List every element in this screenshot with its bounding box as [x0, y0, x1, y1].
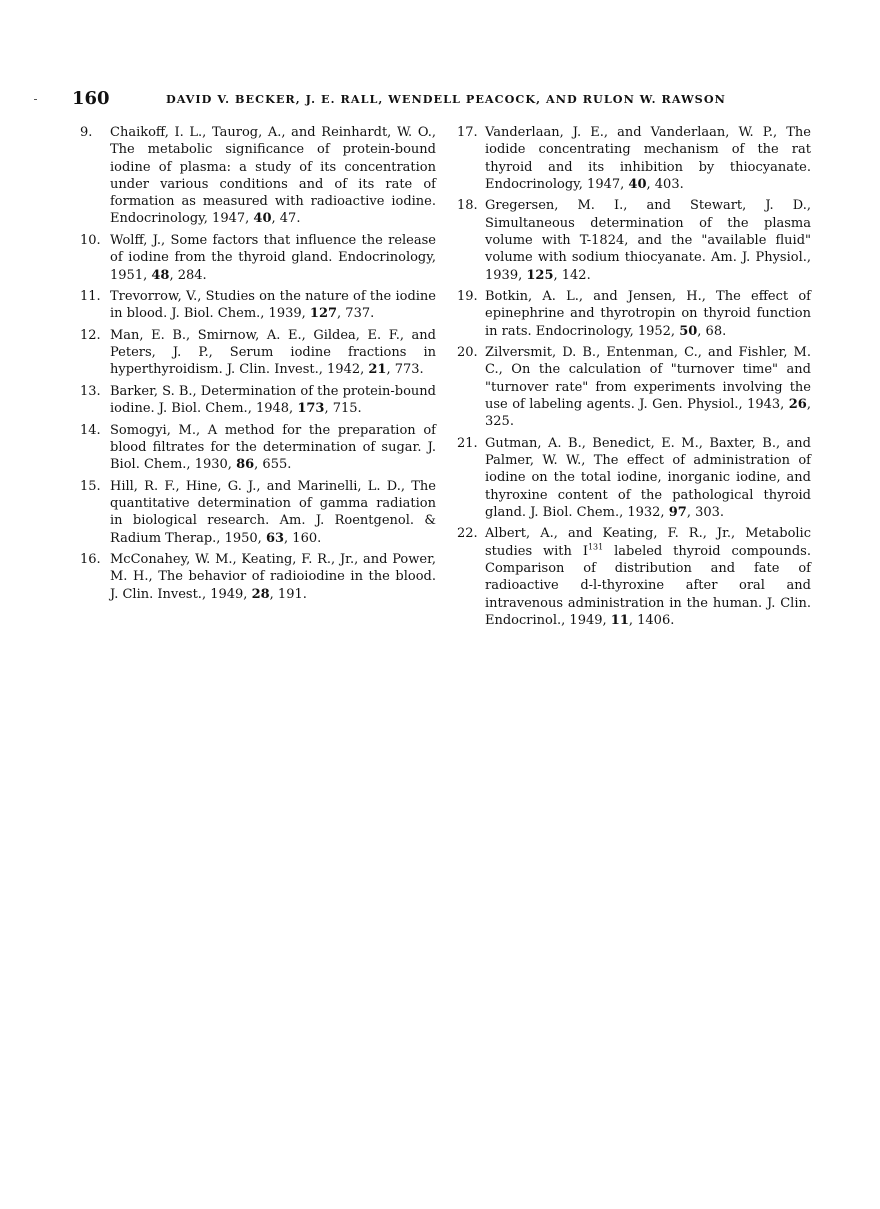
reference-text: Man, E. B., Smirnow, A. E., Gildea, E. F., and Peters, J. P., Serum iodine fractions in hyperthyroidism. J. Clin. Invest., 1942, [110, 327, 436, 378]
reference-item [455, 124, 811, 193]
page-number: 160 [72, 88, 110, 109]
reference-number: 19. [457, 289, 478, 305]
reference-item [80, 383, 436, 418]
reference-text: Somogyi, M., A method for the preparation of blood filtrates for the determination of sugar. J. Biol. Chem., 1930, [110, 422, 436, 473]
reference-pages: , 715. [324, 401, 362, 417]
reference-pages: , 47. [271, 211, 301, 227]
reference-pages: , 1406. [628, 612, 675, 628]
reference-item [455, 525, 811, 629]
reference-volume: 26 [788, 397, 807, 413]
reference-item [80, 478, 436, 547]
reference-pages: , 325. [485, 397, 811, 430]
reference-pages: , 303. [686, 504, 725, 520]
reference-volume: 40 [628, 176, 647, 192]
reference-number: 18. [457, 198, 478, 214]
running-head: DAVID V. BECKER, J. E. RALL, WENDELL PEACOCK, AND RULON W. RAWSON [166, 92, 726, 106]
reference-pages: , 773. [386, 362, 424, 378]
reference-number: 9. [80, 125, 93, 140]
reference-item [80, 124, 436, 228]
reference-item [80, 422, 436, 474]
reference-number: 17. [457, 125, 478, 140]
reference-text: McConahey, W. M., Keating, F. R., Jr., and Power, M. H., The behavior of radioiodine in the blood. J. Clin. Invest., 1949, [110, 552, 436, 602]
reference-item [80, 551, 436, 603]
reference-number: 22. [457, 526, 478, 542]
reference-volume: 86 [236, 457, 255, 473]
reference-text: Chaikoff, I. L., Taurog, A., and Reinhardt, W. O., The metabolic significance of protein-bound iodine of plasma: a study of its concentration under various conditions and of its rate of formation as measured with radioactive iodine. Endocrinology, 1947, [110, 125, 436, 227]
reference-column-left [80, 124, 436, 607]
reference-text: Vanderlaan, J. E., and Vanderlaan, W. P., The iodide concentrating mechanism of the rat thyroid and its inhibition by thiocyanate. Endocrinology, 1947, [485, 125, 811, 192]
reference-number: 13. [80, 383, 101, 399]
reference-text: Hill, R. F., Hine, G. J., and Marinelli, L. D., The quantitative determination of gamma radiation in biological research. Am. J. Roentgenol. & Radium Therap., 1950, [110, 478, 436, 546]
reference-text: Gregersen, M. I., and Stewart, J. D., Simultaneous determination of the plasma volume with T-1824, and the "available fluid" volume with sodium thiocyanate. Am. J. Physiol., 1939, [485, 198, 811, 283]
reference-text-b: labeled thyroid compounds. Comparison of distribution and fate of radioactive d-l-thyroxine after oral and intravenous administration in the human. J. Clin. Endocrinol., 1949, [485, 543, 811, 628]
reference-volume: 125 [526, 267, 554, 283]
isotope-superscript: 131 [587, 542, 604, 552]
reference-number: 10. [80, 232, 101, 248]
reference-number: 14. [80, 422, 101, 438]
reference-volume: 48 [151, 267, 170, 283]
reference-volume: 11 [610, 612, 629, 628]
reference-volume: 173 [297, 401, 325, 417]
reference-text: Botkin, A. L., and Jensen, H., The effect of epinephrine and thyrotropin on thyroid function in rats. Endocrinology, 1952, [485, 289, 811, 339]
reference-number: 16. [80, 552, 101, 568]
reference-item [80, 327, 436, 379]
reference-text: Zilversmit, D. B., Entenman, C., and Fishler, M. C., On the calculation of "turnover time" and "turnover rate" from experiments involving the use of labeling agents. J. Gen. Physiol., 1943, [485, 345, 811, 413]
reference-text-a: Albert, A., and Keating, F. R., Jr., Metabolic studies with I [485, 526, 811, 559]
reference-number: 20. [457, 345, 478, 361]
reference-column-right [455, 124, 811, 633]
reference-item [455, 435, 811, 521]
reference-number: 21. [457, 435, 478, 451]
reference-pages: , 403. [646, 176, 684, 192]
reference-text: Gutman, A. B., Benedict, E. M., Baxter, B., and Palmer, W. W., The effect of administration of iodine on the total iodine, inorganic iodine, and thyroxine content of the pathological thyroid gland. J. Biol. Chem., 1932, [485, 435, 811, 520]
reference-text: Barker, S. B., Determination of the protein-bound iodine. J. Biol. Chem., 1948, [110, 383, 436, 417]
reference-item [455, 344, 811, 430]
reference-pages: , 142. [553, 267, 591, 283]
reference-volume: 21 [368, 362, 387, 378]
reference-text: Wolff, J., Some factors that influence the release of iodine from the thyroid gland. Endocrinology, 1951, [110, 232, 436, 283]
reference-pages: , 284. [169, 267, 207, 283]
reference-number: 11. [80, 289, 101, 305]
reference-volume: 63 [265, 530, 285, 546]
reference-number: 12. [80, 327, 101, 343]
reference-volume: 50 [679, 323, 698, 339]
reference-number: 15. [80, 478, 101, 494]
reference-volume: 28 [251, 586, 270, 602]
reference-item [80, 232, 436, 284]
reference-item [455, 197, 811, 283]
reference-pages: , 737. [337, 306, 375, 322]
reference-item [80, 288, 436, 323]
reference-pages: , 655. [254, 457, 292, 473]
reference-pages: , 160. [284, 530, 322, 546]
reference-volume: 127 [309, 306, 338, 322]
reference-volume: 40 [253, 211, 272, 227]
reference-text: Trevorrow, V., Studies on the nature of the iodine in blood. J. Biol. Chem., 1939, [110, 289, 436, 322]
margin-mark [34, 99, 37, 100]
reference-pages: , 68. [697, 323, 727, 339]
reference-pages: , 191. [269, 586, 307, 602]
reference-volume: 97 [668, 504, 687, 520]
reference-item [455, 288, 811, 340]
